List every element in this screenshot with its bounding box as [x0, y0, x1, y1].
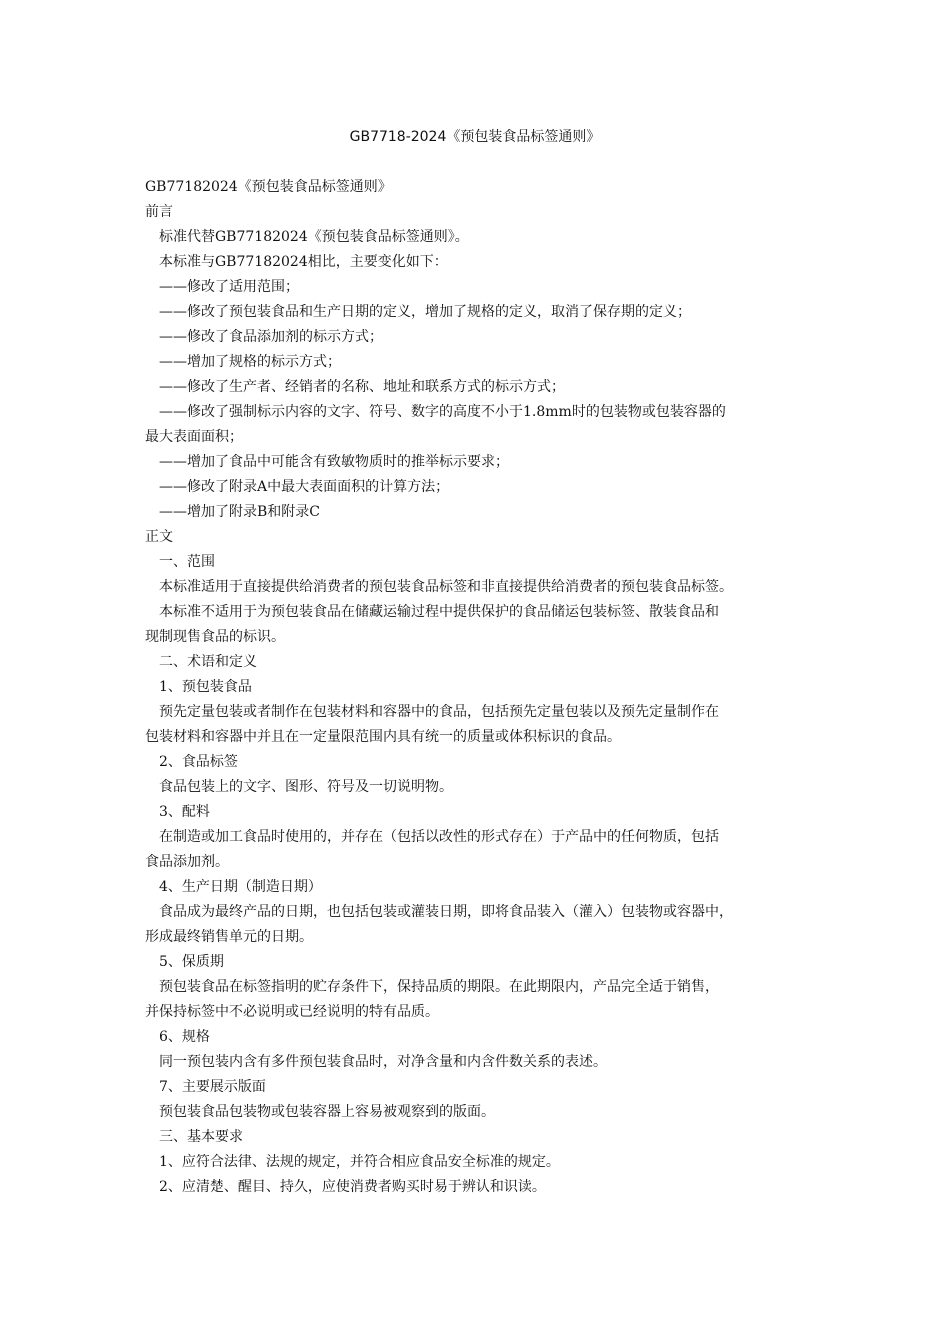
- text-line: 在制造或加工食品时使用的，并存在（包括以改性的形式存在）于产品中的任何物质，包括: [159, 829, 719, 845]
- text-line: GB77182024《预包装食品标签通则》: [145, 179, 392, 195]
- text-line: 前言: [145, 204, 173, 220]
- text-line: 现制现售食品的标识。: [145, 629, 285, 645]
- text-line: 食品包装上的文字、图形、符号及一切说明物。: [159, 779, 453, 795]
- text-line: ——修改了适用范围；: [159, 279, 299, 295]
- text-line: ——修改了生产者、经销者的名称、地址和联系方式的标示方式；: [159, 379, 565, 395]
- text-line: 1、预包装食品: [159, 679, 252, 695]
- text-line: 三、基本要求: [159, 1129, 243, 1145]
- text-line: 本标准适用于直接提供给消费者的预包装食品标签和非直接提供给消费者的预包装食品标签。: [159, 579, 733, 595]
- text-line: ——增加了规格的标示方式；: [159, 354, 341, 370]
- text-line: ——增加了食品中可能含有致敏物质时的推举标示要求；: [159, 454, 509, 470]
- text-line: ——修改了预包装食品和生产日期的定义，增加了规格的定义，取消了保存期的定义；: [159, 304, 691, 320]
- text-line: 并保持标签中不必说明或已经说明的特有品质。: [145, 1004, 439, 1020]
- text-line: 预包装食品包装物或包装容器上容易被观察到的版面。: [159, 1104, 495, 1120]
- text-line: 二、术语和定义: [159, 654, 257, 670]
- text-line: 一、范围: [159, 554, 215, 570]
- text-line: 最大表面面积；: [145, 429, 243, 445]
- text-line: 标准代替GB77182024《预包装食品标签通则》。: [159, 229, 469, 245]
- text-line: 包装材料和容器中并且在一定量限范围内具有统一的质量或体积标识的食品。: [145, 729, 621, 745]
- text-line: 7、主要展示版面: [159, 1079, 266, 1095]
- text-line: ——增加了附录B和附录C: [159, 504, 320, 520]
- text-line: 预先定量包装或者制作在包装材料和容器中的食品，包括预先定量包装以及预先定量制作在: [159, 704, 719, 720]
- text-line: 食品成为最终产品的日期，也包括包装或灌装日期，即将食品装入（灌入）包装物或容器中，: [159, 904, 733, 920]
- text-line: 本标准不适用于为预包装食品在储藏运输过程中提供保护的食品储运包装标签、散装食品和: [159, 604, 719, 620]
- text-line: 食品添加剂。: [145, 854, 229, 870]
- text-line: 正文: [145, 529, 173, 545]
- text-line: ——修改了食品添加剂的标示方式；: [159, 329, 383, 345]
- text-line: 1、应符合法律、法规的规定，并符合相应食品安全标准的规定。: [159, 1154, 560, 1170]
- text-line: ——修改了强制标示内容的文字、符号、数字的高度不小于1.8mm时的包装物或包装容器的: [159, 404, 726, 420]
- text-line: 本标准与GB77182024相比，主要变化如下：: [159, 254, 448, 270]
- text-line: ——修改了附录A中最大表面面积的计算方法；: [159, 479, 450, 495]
- text-line: 同一预包装内含有多件预包装食品时，对净含量和内含件数关系的表述。: [159, 1054, 607, 1070]
- text-line: 2、应清楚、醒目、持久，应使消费者购买时易于辨认和识读。: [159, 1179, 546, 1195]
- document-body: [145, 175, 815, 1200]
- page-title: GB7718-2024《预包装食品标签通则》: [349, 129, 601, 145]
- text-line: 6、规格: [159, 1029, 210, 1045]
- text-line: 5、保质期: [159, 954, 224, 970]
- text-line: 预包装食品在标签指明的贮存条件下，保持品质的期限。在此期限内，产品完全适于销售，: [159, 979, 719, 995]
- text-line: 形成最终销售单元的日期。: [145, 929, 313, 945]
- text-line: 2、食品标签: [159, 754, 238, 770]
- text-line: 4、生产日期（制造日期）: [159, 879, 322, 895]
- text-line: 3、配料: [159, 804, 210, 820]
